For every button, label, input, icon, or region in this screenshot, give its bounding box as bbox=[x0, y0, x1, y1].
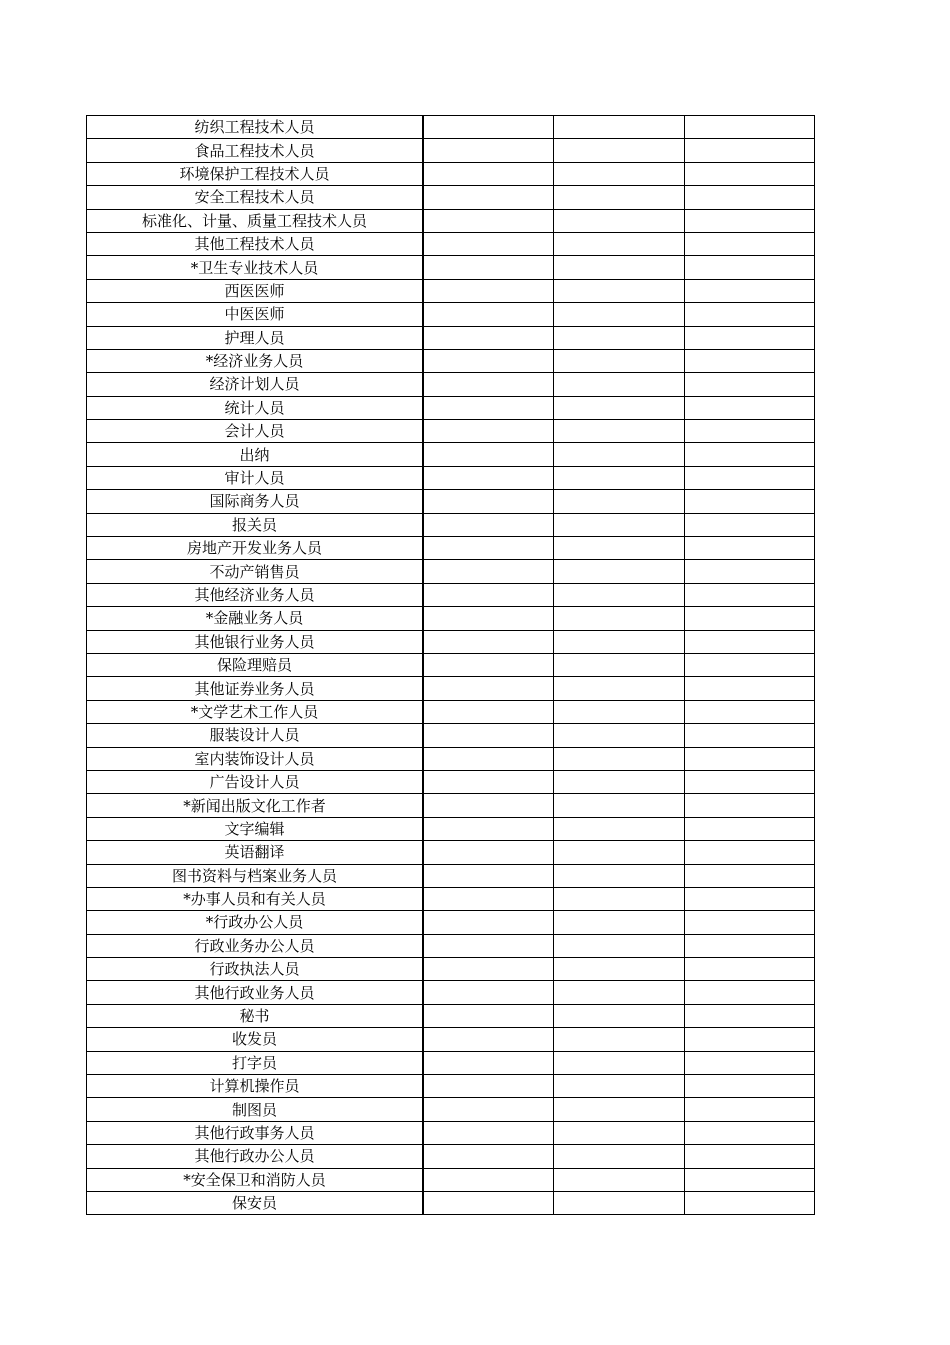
empty-cell-col-3[interactable] bbox=[554, 630, 685, 653]
table-row bbox=[87, 934, 815, 957]
empty-cell-col-3[interactable] bbox=[554, 1145, 685, 1168]
empty-cell-col-3[interactable] bbox=[554, 677, 685, 700]
occupation-name-cell[interactable]: 标准化、计量、质量工程技术人员 bbox=[87, 209, 424, 232]
table-row bbox=[87, 1051, 815, 1074]
table-row bbox=[87, 630, 815, 653]
empty-cell-col-4[interactable] bbox=[685, 232, 815, 255]
empty-cell-col-3[interactable] bbox=[554, 911, 685, 934]
empty-cell-col-3[interactable] bbox=[554, 841, 685, 864]
empty-cell-col-2[interactable] bbox=[423, 373, 554, 396]
empty-cell-col-3[interactable] bbox=[554, 724, 685, 747]
empty-cell-col-3[interactable] bbox=[554, 1075, 685, 1098]
empty-cell-col-2[interactable] bbox=[423, 583, 554, 606]
occupation-name-cell[interactable]: 环境保护工程技术人员 bbox=[87, 162, 424, 185]
empty-cell-col-4[interactable] bbox=[685, 1168, 815, 1191]
occupation-name-cell[interactable]: 统计人员 bbox=[87, 396, 424, 419]
table-row bbox=[87, 1191, 815, 1214]
occupation-name-cell[interactable]: 收发员 bbox=[87, 1028, 424, 1051]
occupation-name-cell[interactable]: 其他证券业务人员 bbox=[87, 677, 424, 700]
table-row bbox=[87, 724, 815, 747]
empty-cell-col-4[interactable] bbox=[685, 256, 815, 279]
empty-cell-col-3[interactable] bbox=[554, 373, 685, 396]
occupation-name-cell[interactable]: 其他行政办公人员 bbox=[87, 1145, 424, 1168]
empty-cell-col-4[interactable] bbox=[685, 724, 815, 747]
table-row bbox=[87, 1028, 815, 1051]
occupation-name-cell[interactable]: 文字编辑 bbox=[87, 817, 424, 840]
table-row bbox=[87, 794, 815, 817]
empty-cell-col-2[interactable] bbox=[423, 537, 554, 560]
empty-cell-col-4[interactable] bbox=[685, 1145, 815, 1168]
occupation-name-cell[interactable]: 不动产销售员 bbox=[87, 560, 424, 583]
table-row bbox=[87, 139, 815, 162]
table-row bbox=[87, 490, 815, 513]
table-row bbox=[87, 770, 815, 793]
empty-cell-col-2[interactable] bbox=[423, 1028, 554, 1051]
empty-cell-col-3[interactable] bbox=[554, 139, 685, 162]
occupation-name-cell[interactable]: *办事人员和有关人员 bbox=[87, 887, 424, 910]
empty-cell-col-4[interactable] bbox=[685, 583, 815, 606]
table-row bbox=[87, 1004, 815, 1027]
occupation-name-cell[interactable]: 室内装饰设计人员 bbox=[87, 747, 424, 770]
empty-cell-col-4[interactable] bbox=[685, 770, 815, 793]
occupation-name-cell[interactable]: 其他银行业务人员 bbox=[87, 630, 424, 653]
empty-cell-col-3[interactable] bbox=[554, 770, 685, 793]
occupation-name-cell[interactable]: 食品工程技术人员 bbox=[87, 139, 424, 162]
occupation-name-cell[interactable]: 国际商务人员 bbox=[87, 490, 424, 513]
table-row bbox=[87, 513, 815, 536]
empty-cell-col-2[interactable] bbox=[423, 1145, 554, 1168]
empty-cell-col-2[interactable] bbox=[423, 653, 554, 676]
occupation-name-cell[interactable]: 其他经济业务人员 bbox=[87, 583, 424, 606]
occupation-name-cell[interactable]: 英语翻译 bbox=[87, 841, 424, 864]
empty-cell-col-3[interactable] bbox=[554, 653, 685, 676]
table-row bbox=[87, 560, 815, 583]
occupation-name-cell[interactable]: 秘书 bbox=[87, 1004, 424, 1027]
empty-cell-col-4[interactable] bbox=[685, 934, 815, 957]
occupation-name-cell[interactable]: *卫生专业技术人员 bbox=[87, 256, 424, 279]
empty-cell-col-4[interactable] bbox=[685, 841, 815, 864]
table-row bbox=[87, 232, 815, 255]
occupation-name-cell[interactable]: 护理人员 bbox=[87, 326, 424, 349]
table-row bbox=[87, 677, 815, 700]
table-row bbox=[87, 1168, 815, 1191]
empty-cell-col-2[interactable] bbox=[423, 209, 554, 232]
occupation-name-cell[interactable]: 计算机操作员 bbox=[87, 1075, 424, 1098]
table-row bbox=[87, 887, 815, 910]
empty-cell-col-2[interactable] bbox=[423, 1004, 554, 1027]
empty-cell-col-3[interactable] bbox=[554, 349, 685, 372]
table-row bbox=[87, 607, 815, 630]
empty-cell-col-4[interactable] bbox=[685, 677, 815, 700]
empty-cell-col-3[interactable] bbox=[554, 162, 685, 185]
empty-cell-col-3[interactable] bbox=[554, 256, 685, 279]
table-row bbox=[87, 162, 815, 185]
table-row bbox=[87, 466, 815, 489]
empty-cell-col-3[interactable] bbox=[554, 279, 685, 302]
empty-cell-col-4[interactable] bbox=[685, 1075, 815, 1098]
empty-cell-col-3[interactable] bbox=[554, 1098, 685, 1121]
occupation-name-cell[interactable]: 其他工程技术人员 bbox=[87, 232, 424, 255]
empty-cell-col-2[interactable] bbox=[423, 256, 554, 279]
table-row bbox=[87, 911, 815, 934]
empty-cell-col-4[interactable] bbox=[685, 1121, 815, 1144]
empty-cell-col-2[interactable] bbox=[423, 981, 554, 1004]
empty-cell-col-2[interactable] bbox=[423, 1168, 554, 1191]
empty-cell-col-4[interactable] bbox=[685, 139, 815, 162]
table-row bbox=[87, 209, 815, 232]
empty-cell-col-3[interactable] bbox=[554, 1168, 685, 1191]
occupation-name-cell[interactable]: 经济计划人员 bbox=[87, 373, 424, 396]
empty-cell-col-4[interactable] bbox=[685, 1191, 815, 1214]
empty-cell-col-4[interactable] bbox=[685, 186, 815, 209]
table-row bbox=[87, 864, 815, 887]
empty-cell-col-3[interactable] bbox=[554, 1191, 685, 1214]
empty-cell-col-3[interactable] bbox=[554, 326, 685, 349]
empty-cell-col-2[interactable] bbox=[423, 607, 554, 630]
occupation-name-cell[interactable]: 报关员 bbox=[87, 513, 424, 536]
table-row bbox=[87, 116, 815, 139]
empty-cell-col-3[interactable] bbox=[554, 209, 685, 232]
empty-cell-col-2[interactable] bbox=[423, 630, 554, 653]
table-row bbox=[87, 700, 815, 723]
occupation-name-cell[interactable]: 保险理赔员 bbox=[87, 653, 424, 676]
empty-cell-col-3[interactable] bbox=[554, 700, 685, 723]
occupation-name-cell[interactable]: *金融业务人员 bbox=[87, 607, 424, 630]
occupation-name-cell[interactable]: *行政办公人员 bbox=[87, 911, 424, 934]
empty-cell-col-4[interactable] bbox=[685, 490, 815, 513]
table-row bbox=[87, 1075, 815, 1098]
empty-cell-col-4[interactable] bbox=[685, 794, 815, 817]
empty-cell-col-3[interactable] bbox=[554, 958, 685, 981]
empty-cell-col-3[interactable] bbox=[554, 186, 685, 209]
empty-cell-col-3[interactable] bbox=[554, 466, 685, 489]
empty-cell-col-4[interactable] bbox=[685, 420, 815, 443]
empty-cell-col-2[interactable] bbox=[423, 794, 554, 817]
empty-cell-col-2[interactable] bbox=[423, 887, 554, 910]
table-row bbox=[87, 841, 815, 864]
occupation-name-cell[interactable]: 服装设计人员 bbox=[87, 724, 424, 747]
empty-cell-col-2[interactable] bbox=[423, 232, 554, 255]
table-row bbox=[87, 1145, 815, 1168]
empty-cell-col-3[interactable] bbox=[554, 1028, 685, 1051]
empty-cell-col-4[interactable] bbox=[685, 162, 815, 185]
table-row bbox=[87, 1121, 815, 1144]
occupation-table-body bbox=[87, 116, 815, 1215]
table-row bbox=[87, 186, 815, 209]
empty-cell-col-4[interactable] bbox=[685, 1004, 815, 1027]
empty-cell-col-4[interactable] bbox=[685, 747, 815, 770]
table-row bbox=[87, 256, 815, 279]
occupation-name-cell[interactable]: *新闻出版文化工作者 bbox=[87, 794, 424, 817]
empty-cell-col-3[interactable] bbox=[554, 443, 685, 466]
empty-cell-col-3[interactable] bbox=[554, 116, 685, 139]
table-row bbox=[87, 396, 815, 419]
empty-cell-col-4[interactable] bbox=[685, 443, 815, 466]
empty-cell-col-2[interactable] bbox=[423, 349, 554, 372]
empty-cell-col-2[interactable] bbox=[423, 1191, 554, 1214]
empty-cell-col-2[interactable] bbox=[423, 1121, 554, 1144]
occupation-name-cell[interactable]: 中医医师 bbox=[87, 303, 424, 326]
occupation-name-cell[interactable]: 西医医师 bbox=[87, 279, 424, 302]
occupation-name-cell[interactable]: *安全保卫和消防人员 bbox=[87, 1168, 424, 1191]
empty-cell-col-3[interactable] bbox=[554, 303, 685, 326]
empty-cell-col-4[interactable] bbox=[685, 560, 815, 583]
empty-cell-col-4[interactable] bbox=[685, 653, 815, 676]
occupation-name-cell[interactable]: 打字员 bbox=[87, 1051, 424, 1074]
occupation-name-cell[interactable]: 安全工程技术人员 bbox=[87, 186, 424, 209]
table-row bbox=[87, 537, 815, 560]
empty-cell-col-2[interactable] bbox=[423, 186, 554, 209]
empty-cell-col-3[interactable] bbox=[554, 513, 685, 536]
empty-cell-col-4[interactable] bbox=[685, 887, 815, 910]
empty-cell-col-2[interactable] bbox=[423, 770, 554, 793]
empty-cell-col-2[interactable] bbox=[423, 747, 554, 770]
table-row bbox=[87, 326, 815, 349]
empty-cell-col-3[interactable] bbox=[554, 607, 685, 630]
table-row bbox=[87, 420, 815, 443]
occupation-name-cell[interactable]: 其他行政业务人员 bbox=[87, 981, 424, 1004]
table-row bbox=[87, 817, 815, 840]
occupation-name-cell[interactable]: 广告设计人员 bbox=[87, 770, 424, 793]
empty-cell-col-3[interactable] bbox=[554, 747, 685, 770]
table-row bbox=[87, 981, 815, 1004]
empty-cell-col-3[interactable] bbox=[554, 887, 685, 910]
empty-cell-col-4[interactable] bbox=[685, 466, 815, 489]
empty-cell-col-4[interactable] bbox=[685, 537, 815, 560]
empty-cell-col-2[interactable] bbox=[423, 958, 554, 981]
empty-cell-col-3[interactable] bbox=[554, 490, 685, 513]
occupation-name-cell[interactable]: 房地产开发业务人员 bbox=[87, 537, 424, 560]
empty-cell-col-3[interactable] bbox=[554, 583, 685, 606]
empty-cell-col-4[interactable] bbox=[685, 279, 815, 302]
empty-cell-col-2[interactable] bbox=[423, 864, 554, 887]
empty-cell-col-4[interactable] bbox=[685, 513, 815, 536]
occupation-name-cell[interactable]: 出纳 bbox=[87, 443, 424, 466]
empty-cell-col-4[interactable] bbox=[685, 817, 815, 840]
empty-cell-col-2[interactable] bbox=[423, 443, 554, 466]
empty-cell-col-3[interactable] bbox=[554, 817, 685, 840]
empty-cell-col-4[interactable] bbox=[685, 700, 815, 723]
empty-cell-col-4[interactable] bbox=[685, 349, 815, 372]
occupation-name-cell[interactable]: 制图员 bbox=[87, 1098, 424, 1121]
occupation-table bbox=[86, 115, 815, 1215]
empty-cell-col-4[interactable] bbox=[685, 116, 815, 139]
empty-cell-col-2[interactable] bbox=[423, 116, 554, 139]
empty-cell-col-2[interactable] bbox=[423, 934, 554, 957]
empty-cell-col-2[interactable] bbox=[423, 466, 554, 489]
empty-cell-col-4[interactable] bbox=[685, 326, 815, 349]
empty-cell-col-2[interactable] bbox=[423, 303, 554, 326]
empty-cell-col-2[interactable] bbox=[423, 396, 554, 419]
empty-cell-col-2[interactable] bbox=[423, 162, 554, 185]
empty-cell-col-2[interactable] bbox=[423, 279, 554, 302]
empty-cell-col-4[interactable] bbox=[685, 1028, 815, 1051]
empty-cell-col-2[interactable] bbox=[423, 700, 554, 723]
table-row bbox=[87, 373, 815, 396]
empty-cell-col-4[interactable] bbox=[685, 630, 815, 653]
empty-cell-col-4[interactable] bbox=[685, 209, 815, 232]
empty-cell-col-2[interactable] bbox=[423, 1051, 554, 1074]
table-row bbox=[87, 653, 815, 676]
table-row bbox=[87, 279, 815, 302]
empty-cell-col-2[interactable] bbox=[423, 490, 554, 513]
table-row bbox=[87, 349, 815, 372]
empty-cell-col-4[interactable] bbox=[685, 1098, 815, 1121]
table-row bbox=[87, 583, 815, 606]
empty-cell-col-3[interactable] bbox=[554, 560, 685, 583]
occupation-name-cell[interactable]: 行政执法人员 bbox=[87, 958, 424, 981]
occupation-name-cell[interactable]: 图书资料与档案业务人员 bbox=[87, 864, 424, 887]
empty-cell-col-4[interactable] bbox=[685, 373, 815, 396]
empty-cell-col-4[interactable] bbox=[685, 303, 815, 326]
empty-cell-col-2[interactable] bbox=[423, 677, 554, 700]
occupation-name-cell[interactable]: 其他行政事务人员 bbox=[87, 1121, 424, 1144]
empty-cell-col-2[interactable] bbox=[423, 139, 554, 162]
occupation-name-cell[interactable]: 行政业务办公人员 bbox=[87, 934, 424, 957]
empty-cell-col-2[interactable] bbox=[423, 724, 554, 747]
occupation-name-cell[interactable]: 保安员 bbox=[87, 1191, 424, 1214]
empty-cell-col-4[interactable] bbox=[685, 1051, 815, 1074]
empty-cell-col-3[interactable] bbox=[554, 537, 685, 560]
empty-cell-col-3[interactable] bbox=[554, 396, 685, 419]
empty-cell-col-4[interactable] bbox=[685, 911, 815, 934]
occupation-name-cell[interactable]: *文学艺术工作人员 bbox=[87, 700, 424, 723]
empty-cell-col-3[interactable] bbox=[554, 794, 685, 817]
empty-cell-col-2[interactable] bbox=[423, 326, 554, 349]
empty-cell-col-4[interactable] bbox=[685, 958, 815, 981]
empty-cell-col-2[interactable] bbox=[423, 513, 554, 536]
empty-cell-col-4[interactable] bbox=[685, 864, 815, 887]
occupation-name-cell[interactable]: *经济业务人员 bbox=[87, 349, 424, 372]
empty-cell-col-3[interactable] bbox=[554, 1051, 685, 1074]
empty-cell-col-3[interactable] bbox=[554, 981, 685, 1004]
empty-cell-col-4[interactable] bbox=[685, 396, 815, 419]
table-row bbox=[87, 1098, 815, 1121]
empty-cell-col-2[interactable] bbox=[423, 841, 554, 864]
table-row bbox=[87, 443, 815, 466]
empty-cell-col-2[interactable] bbox=[423, 911, 554, 934]
empty-cell-col-2[interactable] bbox=[423, 817, 554, 840]
empty-cell-col-3[interactable] bbox=[554, 934, 685, 957]
occupation-name-cell[interactable]: 纺织工程技术人员 bbox=[87, 116, 424, 139]
empty-cell-col-2[interactable] bbox=[423, 1075, 554, 1098]
empty-cell-col-2[interactable] bbox=[423, 1098, 554, 1121]
table-row bbox=[87, 958, 815, 981]
table-row bbox=[87, 747, 815, 770]
empty-cell-col-3[interactable] bbox=[554, 864, 685, 887]
empty-cell-col-4[interactable] bbox=[685, 981, 815, 1004]
occupation-name-cell[interactable]: 会计人员 bbox=[87, 420, 424, 443]
empty-cell-col-3[interactable] bbox=[554, 232, 685, 255]
occupation-name-cell[interactable]: 审计人员 bbox=[87, 466, 424, 489]
table-row bbox=[87, 303, 815, 326]
empty-cell-col-3[interactable] bbox=[554, 1121, 685, 1144]
empty-cell-col-4[interactable] bbox=[685, 607, 815, 630]
empty-cell-col-3[interactable] bbox=[554, 1004, 685, 1027]
empty-cell-col-2[interactable] bbox=[423, 560, 554, 583]
empty-cell-col-3[interactable] bbox=[554, 420, 685, 443]
empty-cell-col-2[interactable] bbox=[423, 420, 554, 443]
